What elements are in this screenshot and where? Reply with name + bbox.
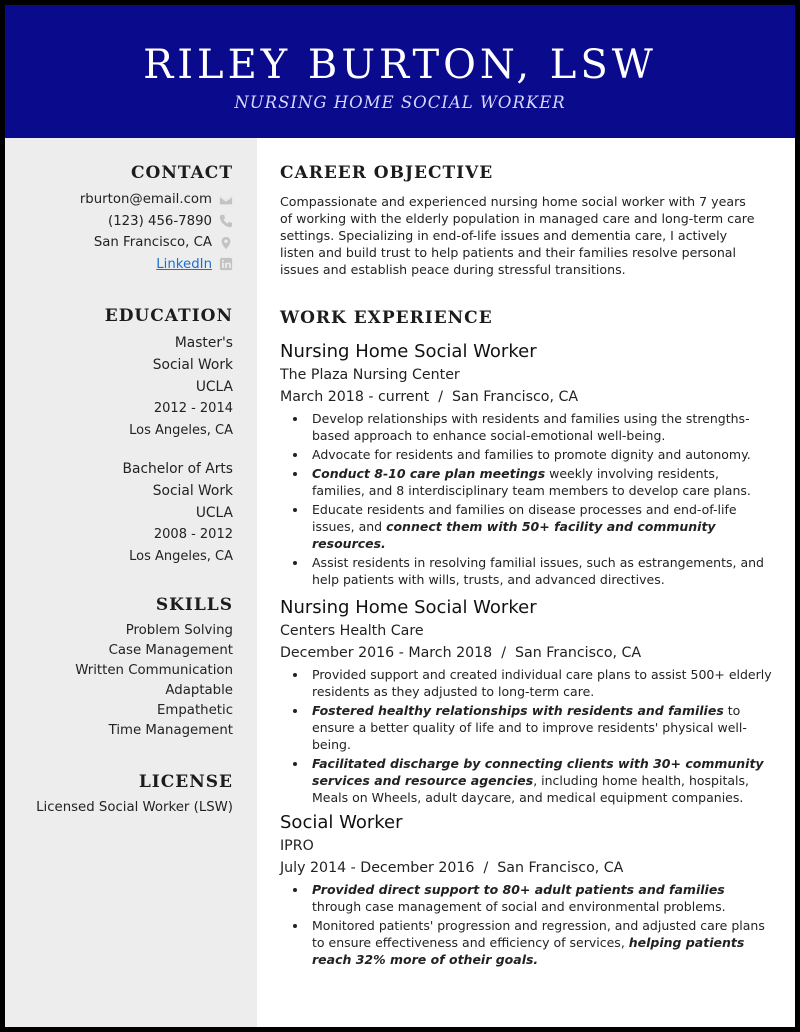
school: UCLA xyxy=(195,505,233,521)
school: UCLA xyxy=(195,379,233,395)
bullet-text: through case management of social and environmental problems. xyxy=(312,899,726,914)
email-text: rburton@email.com xyxy=(79,192,212,208)
skill-item: Case Management xyxy=(108,643,233,658)
location: Los Angeles, CA xyxy=(129,423,233,438)
field: Social Work xyxy=(152,483,233,499)
job-location: San Francisco, CA xyxy=(497,860,624,876)
location-text: San Francisco, CA xyxy=(93,235,212,251)
job-bullets xyxy=(280,666,775,806)
bullet-item xyxy=(280,702,775,753)
job-meta: December 2016 - March 2018 / San Francisco, CA xyxy=(280,645,642,661)
job-entry xyxy=(280,596,775,808)
bullet-text: to ensure a better quality of life and to improve residents' physical well-being. xyxy=(312,703,747,752)
job-meta: July 2014 - December 2016 / San Francisco, CA xyxy=(280,860,624,876)
bullet-item xyxy=(280,755,775,806)
years: 2012 - 2014 xyxy=(153,401,233,416)
skills-title: SKILLS xyxy=(155,595,233,615)
objective-title: CAREER OBJECTIVE xyxy=(280,163,494,183)
bullet-text: , including home health, hospitals, Meals on Wheels, adult daycare, and medical equipment companies. xyxy=(312,773,749,805)
skill-item: Empathetic xyxy=(157,703,233,718)
job-entry xyxy=(280,340,775,590)
education-section xyxy=(23,306,233,568)
envelope-icon xyxy=(219,193,233,207)
job-bullets xyxy=(280,410,775,588)
job-meta: March 2018 - current / San Francisco, CA xyxy=(280,389,579,405)
bullet-text: Monitored patients' progression and regression, and adjusted care plans to ensure effectiveness and efficiency of services, xyxy=(312,918,765,950)
skills-section xyxy=(23,595,233,741)
job-org: IPRO xyxy=(280,838,314,854)
sidebar xyxy=(5,138,257,1027)
bullet-highlight: Fostered healthy relationships with residents and families xyxy=(312,703,724,718)
contact-title: CONTACT xyxy=(131,163,233,183)
header-banner xyxy=(5,5,795,138)
education-entry xyxy=(23,332,233,442)
bullet-item xyxy=(280,501,775,552)
map-pin-icon xyxy=(219,236,233,250)
linkedin-icon xyxy=(219,257,233,271)
bullet-item xyxy=(280,666,775,700)
job-dates: December 2016 - March 2018 xyxy=(280,645,493,661)
bullet-highlight: Conduct 8-10 care plan meetings xyxy=(312,466,546,481)
job-dates: July 2014 - December 2016 xyxy=(280,860,475,876)
job-org: Centers Health Care xyxy=(280,623,424,639)
bullet-highlight: Provided direct support to 80+ adult patients and families xyxy=(312,882,725,897)
contact-linkedin[interactable] xyxy=(23,254,233,276)
bullet-text: Provided support and created individual care plans to assist 500+ elderly residents as they adjusted to long-term care. xyxy=(312,667,772,699)
location: Los Angeles, CA xyxy=(129,549,233,564)
skill-item: Problem Solving xyxy=(125,623,233,638)
phone-text: (123) 456-7890 xyxy=(108,213,212,229)
linkedin-link[interactable]: LinkedIn xyxy=(156,256,212,272)
bullet-text: Educate residents and families on disease processes and end-of-life issues, and xyxy=(312,502,737,534)
phone-icon xyxy=(219,214,233,228)
contact-email xyxy=(23,189,233,211)
experience-title: WORK EXPERIENCE xyxy=(280,308,493,328)
job-title: Nursing Home Social Worker xyxy=(280,341,537,362)
education-entry xyxy=(23,458,233,568)
bullet-item xyxy=(280,881,775,915)
job-bullets xyxy=(280,881,775,968)
job-title: Nursing Home Social Worker xyxy=(280,597,537,618)
bullet-text: Advocate for residents and families to promote dignity and autonomy. xyxy=(312,447,751,462)
license-title: LICENSE xyxy=(138,772,233,792)
bullet-item xyxy=(280,917,775,968)
candidate-name: RILEY BURTON, LSW xyxy=(143,42,657,88)
job-dates: March 2018 - current xyxy=(280,389,430,405)
resume-page xyxy=(5,5,795,1027)
degree: Bachelor of Arts xyxy=(122,461,233,477)
objective-text: Compassionate and experienced nursing home social worker with 7 years of working with the elderly population in managed care and long-term care settings. Specializing in end-of-life issues and dementia care, I actively listen and build trust to help patients and their families resolve personal issues and establish peace during stressful transitions. xyxy=(280,194,755,277)
bullet-item xyxy=(280,446,775,463)
contact-phone xyxy=(23,211,233,233)
education-title: EDUCATION xyxy=(104,306,233,326)
job-entry xyxy=(280,811,775,970)
license-section xyxy=(8,772,233,818)
job-location: San Francisco, CA xyxy=(452,389,579,405)
skill-item: Time Management xyxy=(108,723,233,738)
bullet-highlight: Facilitated discharge by connecting clients with 30+ community services and resource agencies xyxy=(312,756,764,788)
license-item: Licensed Social Worker (LSW) xyxy=(36,800,233,815)
bullet-item xyxy=(280,554,775,588)
contact-location xyxy=(23,232,233,254)
job-title: Social Worker xyxy=(280,812,403,833)
bullet-item xyxy=(280,465,775,499)
job-location: San Francisco, CA xyxy=(515,645,642,661)
bullet-text: weekly involving residents, families, and 8 interdisciplinary team members to develop care plans. xyxy=(312,466,751,498)
job-org: The Plaza Nursing Center xyxy=(280,367,460,383)
bullet-item xyxy=(280,410,775,444)
degree: Master's xyxy=(174,335,233,351)
candidate-subtitle: NURSING HOME SOCIAL WORKER xyxy=(234,93,566,112)
contact-section xyxy=(23,163,233,275)
years: 2008 - 2012 xyxy=(153,527,233,542)
skill-item: Adaptable xyxy=(165,683,233,698)
field: Social Work xyxy=(152,357,233,373)
bullet-text: Develop relationships with residents and families using the strengths-based approach to enhance social-emotional well-being. xyxy=(312,411,750,443)
bullet-text: Assist residents in resolving familial issues, such as estrangements, and help patients with wills, trusts, and advanced directives. xyxy=(312,555,764,587)
bullet-highlight: helping patients reach 32% more of otheir goals. xyxy=(312,935,745,967)
bullet-highlight: connect them with 50+ facility and community resources. xyxy=(312,519,716,551)
skill-item: Written Communication xyxy=(75,663,233,678)
